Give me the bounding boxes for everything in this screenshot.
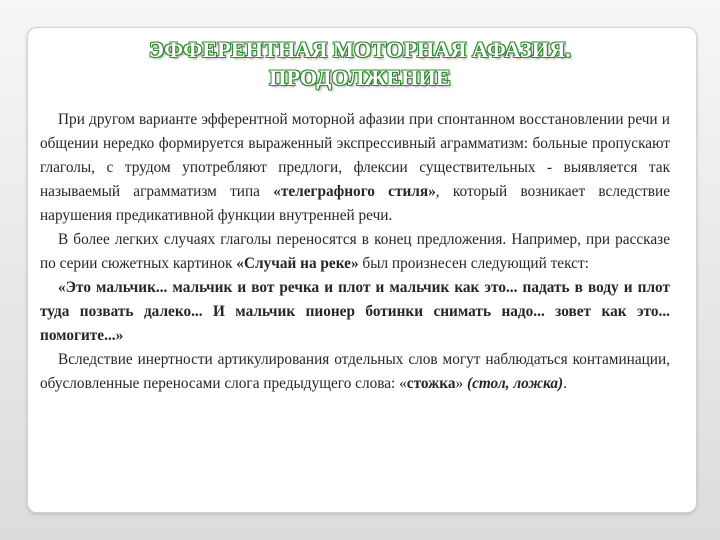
paragraph-1-text-b: , который возникает вследствие нарушения предикативной функции внутренней речи. <box>40 183 671 224</box>
paragraph-4-text-c: . <box>563 375 567 392</box>
paragraph-4-text-a: Вследствие инертности артикулирования отдельных слов могут наблюдаться контаминации, обусловленные переносами слога предыдущего слова: « <box>40 351 670 392</box>
paragraph-4-text-b: » <box>455 375 467 392</box>
title-line-1: ЭФФЕРЕНТНАЯ МОТОРНАЯ АФАЗИЯ. <box>148 37 572 62</box>
slide-body <box>40 108 670 396</box>
title-line-2: ПРОДОЛЖЕНИЕ <box>269 65 451 90</box>
telegraph-style-term: «телеграфного стиля» <box>273 183 436 200</box>
paragraph-2 <box>40 228 670 276</box>
paragraph-1-text-a: При другом варианте эфферентной моторной афазии при спонтанном восстановлении речи и общении нередко формируется выраженный экспрессивный аграмматизм: больные пропускают глаголы, с трудом употребляют предлоги, флексии существительных - выявляется так называемый аграмматизм типа <box>40 111 670 200</box>
picture-series-title: «Случай на реке» <box>236 255 359 272</box>
paragraph-2-text-a: В более легких случаях глаголы переносятся в конец предложения. Например, при рассказе по серии сюжетных картинок <box>40 231 670 272</box>
patient-quote-text: «Это мальчик... мальчик и вот речка и плот и мальчик как это... падать в воду и плот туда позвать далеко... И мальчик пионер ботинки снимать надо... зовет как это... помогите...» <box>40 279 670 344</box>
slide-title <box>40 36 680 92</box>
contamination-source-words: (стол, ложка) <box>466 375 564 392</box>
paragraph-1 <box>40 108 670 228</box>
patient-quote <box>40 276 670 348</box>
contamination-example: стожка <box>406 375 456 392</box>
paragraph-4 <box>40 348 670 396</box>
paragraph-2-text-b: был произнесен следующий текст: <box>358 255 589 272</box>
